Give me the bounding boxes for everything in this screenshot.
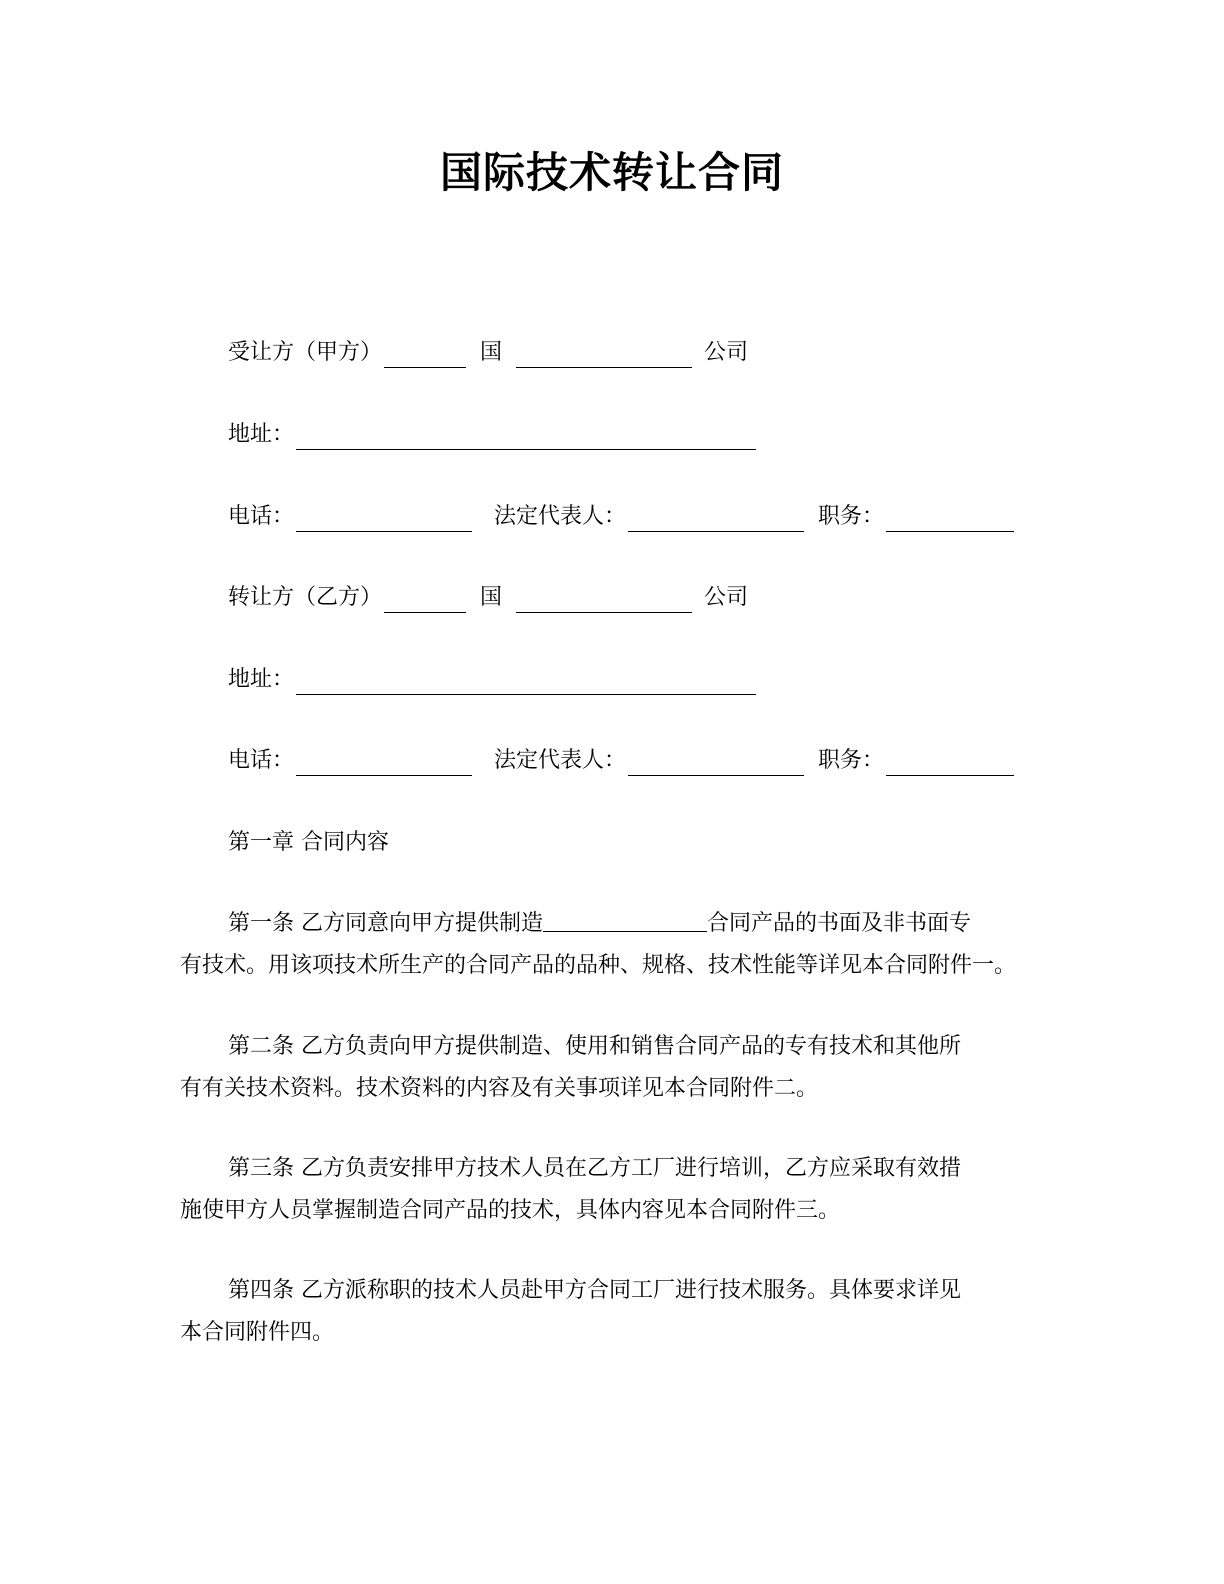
party-b-address-line [228, 665, 758, 695]
article-2-line-1: 第二条 乙方负责向甲方提供制造、使用和销售合同产品的专有技术和其他所 [228, 1034, 961, 1059]
party-a-phone-label: 电话： [228, 504, 295, 529]
party-b-contact-line [228, 746, 1016, 776]
article-1-text-b: 合同产品的书面及非书面专 [707, 911, 972, 936]
party-b-phone-blank[interactable] [296, 753, 472, 776]
chapter-1-title: 第一章 合同内容 [228, 830, 389, 855]
party-a-company-label: 公司 [704, 340, 749, 365]
article-4 [180, 1270, 1050, 1354]
article-4-line-1: 第四条 乙方派称职的技术人员赴甲方合同工厂进行技术服务。具体要求详见 [228, 1278, 961, 1303]
article-1 [180, 903, 1050, 987]
party-b-phone-label: 电话： [228, 748, 295, 773]
party-b-position-label: 职务： [818, 748, 885, 773]
article-1-product-blank[interactable] [543, 909, 707, 932]
article-4-line-2: 本合同附件四。 [180, 1320, 335, 1345]
party-b-company-blank[interactable] [516, 590, 692, 613]
party-a-rep-label: 法定代表人： [494, 504, 627, 529]
chapter-heading [228, 828, 389, 858]
party-a-phone-blank[interactable] [296, 509, 472, 532]
article-1-line-2: 有技术。用该项技术所生产的合同产品的品种、规格、技术性能等详见本合同附件一。 [180, 953, 1017, 978]
party-b-country-blank[interactable] [384, 590, 466, 613]
party-b-address-blank[interactable] [296, 672, 756, 695]
party-a-address-label: 地址： [228, 422, 295, 447]
document-title: 国际技术转让合同 [439, 148, 784, 197]
party-b-address-label: 地址： [228, 667, 295, 692]
party-b-label: 转让方（乙方） [228, 585, 383, 610]
party-a-label: 受让方（甲方） [228, 340, 383, 365]
party-b-company-label: 公司 [704, 585, 749, 610]
article-3-line-2: 施使甲方人员掌握制造合同产品的技术，具体内容见本合同附件三。 [180, 1198, 841, 1223]
party-b-position-blank[interactable] [886, 753, 1014, 776]
party-a-company-blank[interactable] [516, 345, 692, 368]
party-a-rep-blank[interactable] [628, 509, 804, 532]
party-b-country-label: 国 [480, 585, 503, 610]
party-a-country-label: 国 [480, 340, 503, 365]
article-3-line-1: 第三条 乙方负责安排甲方技术人员在乙方工厂进行培训，乙方应采取有效措 [228, 1156, 961, 1181]
party-a-address-blank[interactable] [296, 427, 756, 450]
article-1-line-1 [180, 903, 1050, 945]
party-b-rep-label: 法定代表人： [494, 748, 627, 773]
article-1-text-a: 第一条 乙方同意向甲方提供制造 [228, 911, 543, 936]
article-3 [180, 1148, 1050, 1232]
party-b-rep-blank[interactable] [628, 753, 804, 776]
article-2-line-2: 有有关技术资料。技术资料的内容及有关事项详见本合同附件二。 [180, 1076, 819, 1101]
party-a-address-line [228, 420, 758, 450]
party-a-country-blank[interactable] [384, 345, 466, 368]
article-2 [180, 1026, 1050, 1110]
party-a-position-label: 职务： [818, 504, 885, 529]
party-b-line [228, 583, 748, 613]
party-a-line [228, 338, 748, 368]
party-a-position-blank[interactable] [886, 509, 1014, 532]
party-a-contact-line [228, 502, 1016, 532]
